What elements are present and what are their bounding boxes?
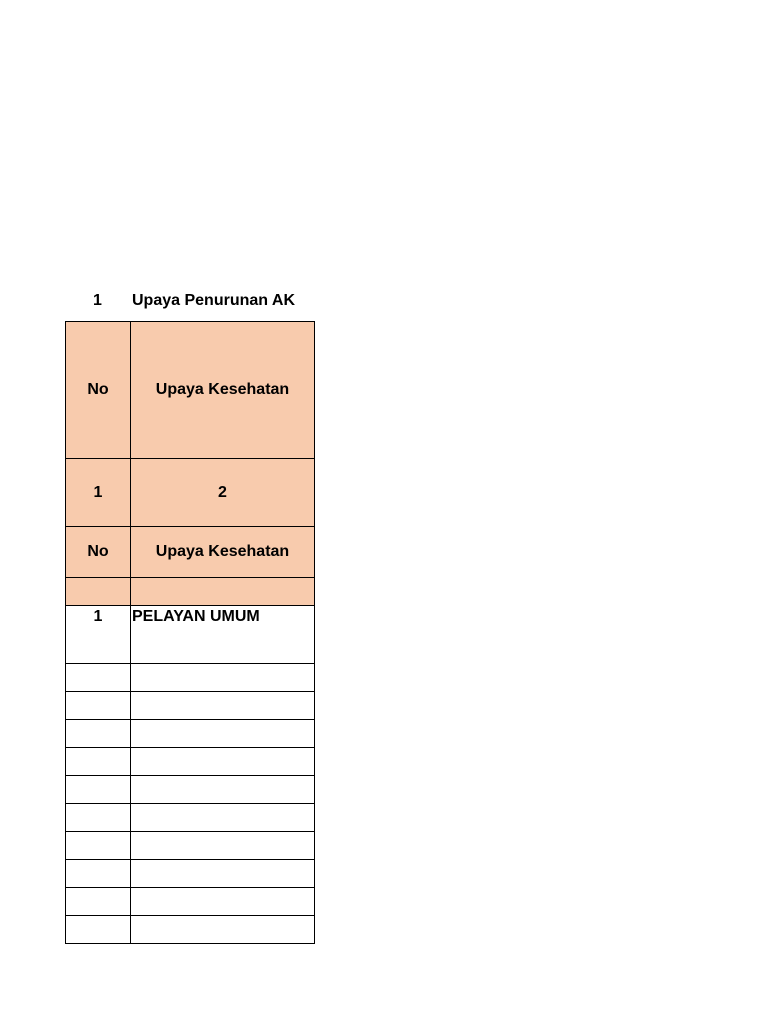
header-upaya-kesehatan: Upaya Kesehatan (131, 322, 315, 459)
empty-cell (131, 860, 315, 888)
section-title: Upaya Penurunan AK (132, 292, 295, 309)
empty-cell (131, 692, 315, 720)
empty-cell (66, 916, 131, 944)
empty-cell (131, 748, 315, 776)
empty-cell (131, 916, 315, 944)
empty-cell (66, 664, 131, 692)
section-heading (65, 290, 295, 312)
empty-cell (66, 832, 131, 860)
empty-cell (131, 776, 315, 804)
repeat-header-no: No (66, 527, 131, 578)
empty-cell (66, 888, 131, 916)
empty-row (66, 692, 315, 720)
empty-row (66, 664, 315, 692)
empty-cell (131, 832, 315, 860)
repeat-header-upaya-kesehatan: Upaya Kesehatan (131, 527, 315, 578)
empty-row (66, 748, 315, 776)
empty-row (66, 860, 315, 888)
empty-row (66, 832, 315, 860)
table-header-row (66, 322, 315, 459)
empty-cell (66, 860, 131, 888)
empty-cell (131, 664, 315, 692)
index-upaya: 2 (131, 459, 315, 527)
empty-row (66, 804, 315, 832)
row-no: 1 (66, 606, 131, 664)
section-number: 1 (93, 292, 102, 309)
empty-cell (131, 720, 315, 748)
empty-cell (66, 804, 131, 832)
empty-cell (66, 776, 131, 804)
empty-cell (66, 720, 131, 748)
repeat-header-row (66, 527, 315, 578)
empty-row (66, 776, 315, 804)
blank-cell (131, 578, 315, 606)
upaya-kesehatan-table (65, 321, 315, 944)
empty-cell (131, 804, 315, 832)
empty-row (66, 916, 315, 944)
blank-cell (66, 578, 131, 606)
blank-header-row (66, 578, 315, 606)
index-no: 1 (66, 459, 131, 527)
empty-row (66, 888, 315, 916)
table-row (66, 606, 315, 664)
row-upaya: PELAYAN UMUM (131, 606, 315, 664)
empty-cell (66, 692, 131, 720)
empty-cell (66, 748, 131, 776)
empty-cell (131, 888, 315, 916)
header-no: No (66, 322, 131, 459)
empty-row (66, 720, 315, 748)
column-index-row (66, 459, 315, 527)
